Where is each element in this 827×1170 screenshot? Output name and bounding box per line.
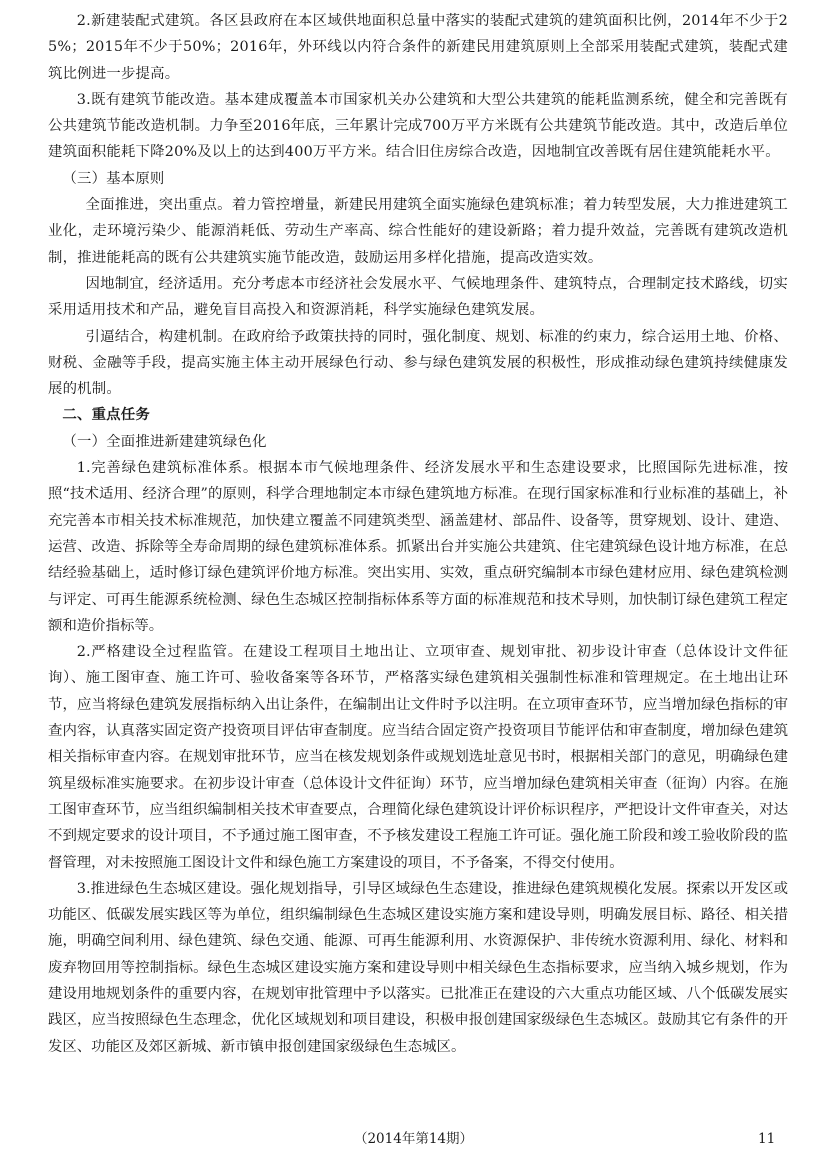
subsection-heading-new-buildings: （一）全面推进新建建筑绿色化 xyxy=(62,433,267,450)
page-number: 11 xyxy=(758,1131,776,1147)
section-heading-basic-principles: （三）基本原则 xyxy=(62,170,165,187)
paragraph-existing-building-retrofit: 3.既有建筑节能改造。基本建成覆盖本市国家机关办公建筑和大型公共建筑的能耗监测系统，健全和完善既有公共建筑节能改造机制。力争至2016年底，三年累计完成700万平方米既有公共建筑节能改造。其中，改造后单位建筑面积能耗下降20%及以上的达到400万平方米。结合旧住房综合改造，因地制宜改善既有居住建筑能耗水平。 xyxy=(48,91,788,161)
issue-label: （2014年第14期） xyxy=(353,1131,474,1147)
paragraph-principle-guidance-mechanism: 引逼结合，构建机制。在政府给予政策扶持的同时，强化制度、规划、标准的约束力，综合运用土地、价格、财税、金融等手段，提高实施主体主动开展绿色行动、参与绿色建筑发展的积极性，形成推动绿色建筑持续健康发展的机制。 xyxy=(48,328,788,398)
page-footer xyxy=(0,1128,827,1150)
paragraph-standard-system: 1.完善绿色建筑标准体系。根据本市气候地理条件、经济发展水平和生态建设要求，比照国际先进标准，按照“技术适用、经济合理”的原则，科学合理地制定本市绿色建筑地方标准。在现行国家标准和行业标准的基础上，补充完善本市相关技术标准规范，加快建立覆盖不同建筑类型、涵盖建材、部品件、设备等，贯穿规划、设计、建造、运营、改造、拆除等全寿命周期的绿色建筑标准体系。抓紧出台并实施公共建筑、住宅建筑绿色设计地方标准，在总结经验基础上，适时修订绿色建筑评价地方标准。突出实用、实效，重点研究编制本市绿色建材应用、绿色建筑检测与评定、可再生能源系统检测、绿色生态城区控制指标体系等方面的标准规范和技术导则，加快制订绿色建筑工程定额和造价指标等。 xyxy=(48,460,788,634)
paragraph-process-supervision: 2.严格建设全过程监管。在建设工程项目土地出让、立项审查、规划审批、初步设计审查（总体设计文件征询）、施工图审查、施工许可、验收备案等各环节，严格落实绿色建筑相关强制性标准和管理规定。在土地出让环节，应当将绿色建筑发展指标纳入出让条件，在编制出让文件时予以注明。在立项审查环节，应当增加绿色指标的审查内容，认真落实固定资产投资项目评估审查制度。应当结合固定资产投资项目节能评估和审查制度，增加绿色建筑相关指标审查内容。在规划审批环节，应当在核发规划条件或规划选址意见书时，根据相关部门的意见，明确绿色建筑星级标准实施要求。在初步设计审查（总体设计文件征询）环节，应当增加绿色建筑相关审查（征询）内容。在施工图审查环节，应当组织编制相关技术审查要点，合理简化绿色建筑设计评价标识程序，严把设计文件审查关，对达不到规定要求的设计项目，不予通过施工图审查，不予核发建设工程施工许可证。强化施工阶段和竣工验收阶段的监督管理，对未按照施工图设计文件和绿色施工方案建设的项目，不予备案，不得交付使用。 xyxy=(48,644,788,871)
paragraph-principle-local-conditions: 因地制宜，经济适用。充分考虑本市经济社会发展水平、气候地理条件、建筑特点，合理制定技术路线，切实采用适用技术和产品，避免盲目高投入和资源消耗，科学实施绿色建筑发展。 xyxy=(48,275,788,319)
paragraph-prefab-buildings: 2.新建装配式建筑。各区县政府在本区域供地面积总量中落实的装配式建筑的建筑面积比例，2014年不少于25%；2015年不少于50%；2016年，外环线以内符合条件的新建民用建筑原则上全部采用装配式建筑，装配式建筑比例进一步提高。 xyxy=(48,13,788,82)
paragraph-eco-district: 3.推进绿色生态城区建设。强化规划指导，引导区域绿色生态建设，推进绿色建筑规模化发展。探索以开发区或功能区、低碳发展实践区等为单位，组织编制绿色生态城区建设实施方案和建设导则，明确发展目标、路径、相关措施，明确空间利用、绿色建筑、绿色交通、能源、可再生能源利用、水资源保护、非传统水资源利用、绿化、材料和废弃物回用等控制指标。绿色生态城区建设实施方案和建设导则中相关绿色生态指标要求，应当纳入城乡规划，作为建设用地规划条件的重要内容，在规划审批管理中予以落实。已批准正在建设的六大重点功能区域、八个低碳发展实践区，应当按照绿色生态理念，优化区域规划和项目建设，积极申报创建国家级绿色生态城区。鼓励其它有条件的开发区、功能区及郊区新城、新市镇申报创建国家级绿色生态城区。 xyxy=(48,880,788,1055)
document-body xyxy=(48,8,788,1060)
section-heading-key-tasks: 二、重点任务 xyxy=(62,406,150,424)
paragraph-principle-comprehensive: 全面推进，突出重点。着力管控增量，新建民用建筑全面实施绿色建筑标准；着力转型发展，大力推进建筑工业化，走环境污染少、能源消耗低、劳动生产率高、综合性能好的建设新路；着力提升效益，完善既有建筑改造机制，推进能耗高的既有公共建筑实施节能改造，鼓励运用多样化措施，提高改造实效。 xyxy=(48,197,788,266)
